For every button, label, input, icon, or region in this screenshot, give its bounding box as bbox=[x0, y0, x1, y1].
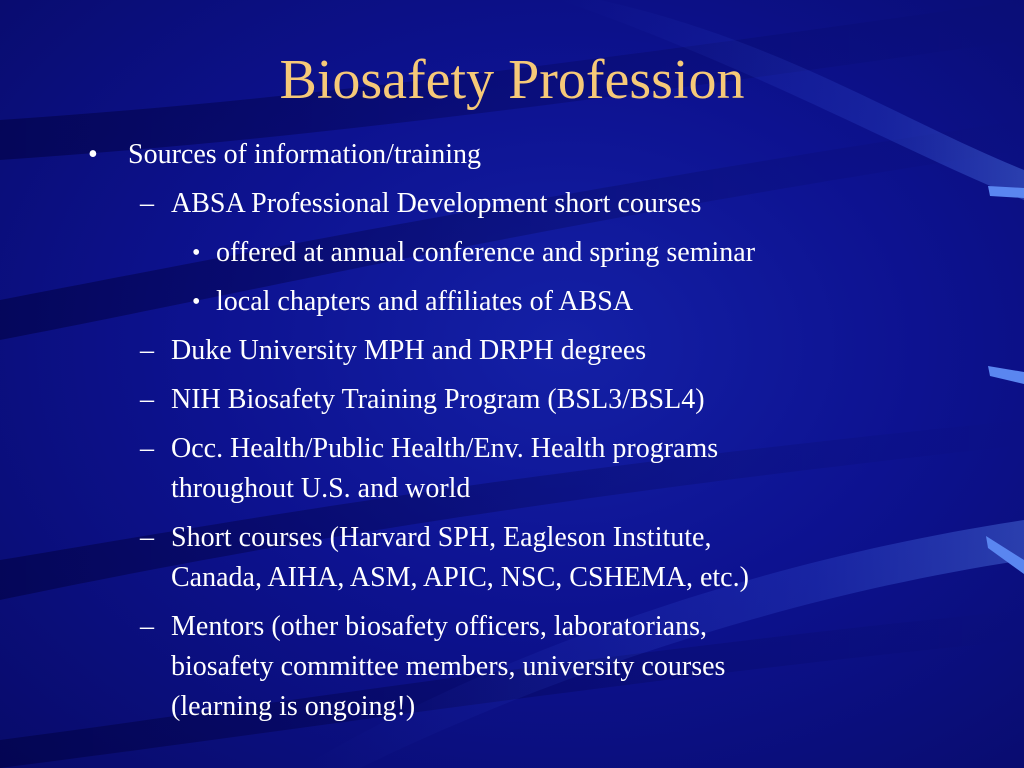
dash-marker: – bbox=[140, 433, 154, 464]
edge-accent-marks bbox=[986, 186, 1024, 574]
dash-marker: – bbox=[140, 188, 154, 219]
bullet-text: biosafety committee members, university courses bbox=[171, 651, 726, 682]
bullet-text: Duke University MPH and DRPH degrees bbox=[171, 335, 647, 366]
bullet-text: Sources of information/training bbox=[128, 139, 482, 170]
slide-title: Biosafety Profession bbox=[279, 49, 745, 111]
bullet-text: local chapters and affiliates of ABSA bbox=[216, 286, 634, 317]
dash-marker: – bbox=[140, 335, 154, 366]
dash-marker: – bbox=[140, 522, 154, 553]
bullet-text: NIH Biosafety Training Program (BSL3/BSL4) bbox=[171, 384, 705, 415]
bullet-marker: • bbox=[192, 240, 201, 266]
bullet-text: Canada, AIHA, ASM, APIC, NSC, CSHEMA, etc.) bbox=[171, 562, 749, 593]
bullet-text: Short courses (Harvard SPH, Eagleson Institute, bbox=[171, 522, 712, 553]
bullet-text: Occ. Health/Public Health/Env. Health programs bbox=[171, 433, 719, 464]
bullet-marker: • bbox=[88, 139, 98, 170]
dash-marker: – bbox=[140, 384, 154, 415]
bullet-text: Mentors (other biosafety officers, laboratorians, bbox=[171, 611, 707, 642]
bullet-text: ABSA Professional Development short courses bbox=[171, 188, 702, 219]
bullet-text: (learning is ongoing!) bbox=[171, 691, 416, 722]
dash-marker: – bbox=[140, 611, 154, 642]
bullet-text: offered at annual conference and spring seminar bbox=[216, 237, 756, 268]
bullet-text: throughout U.S. and world bbox=[171, 473, 471, 504]
bullet-marker: • bbox=[192, 289, 201, 315]
